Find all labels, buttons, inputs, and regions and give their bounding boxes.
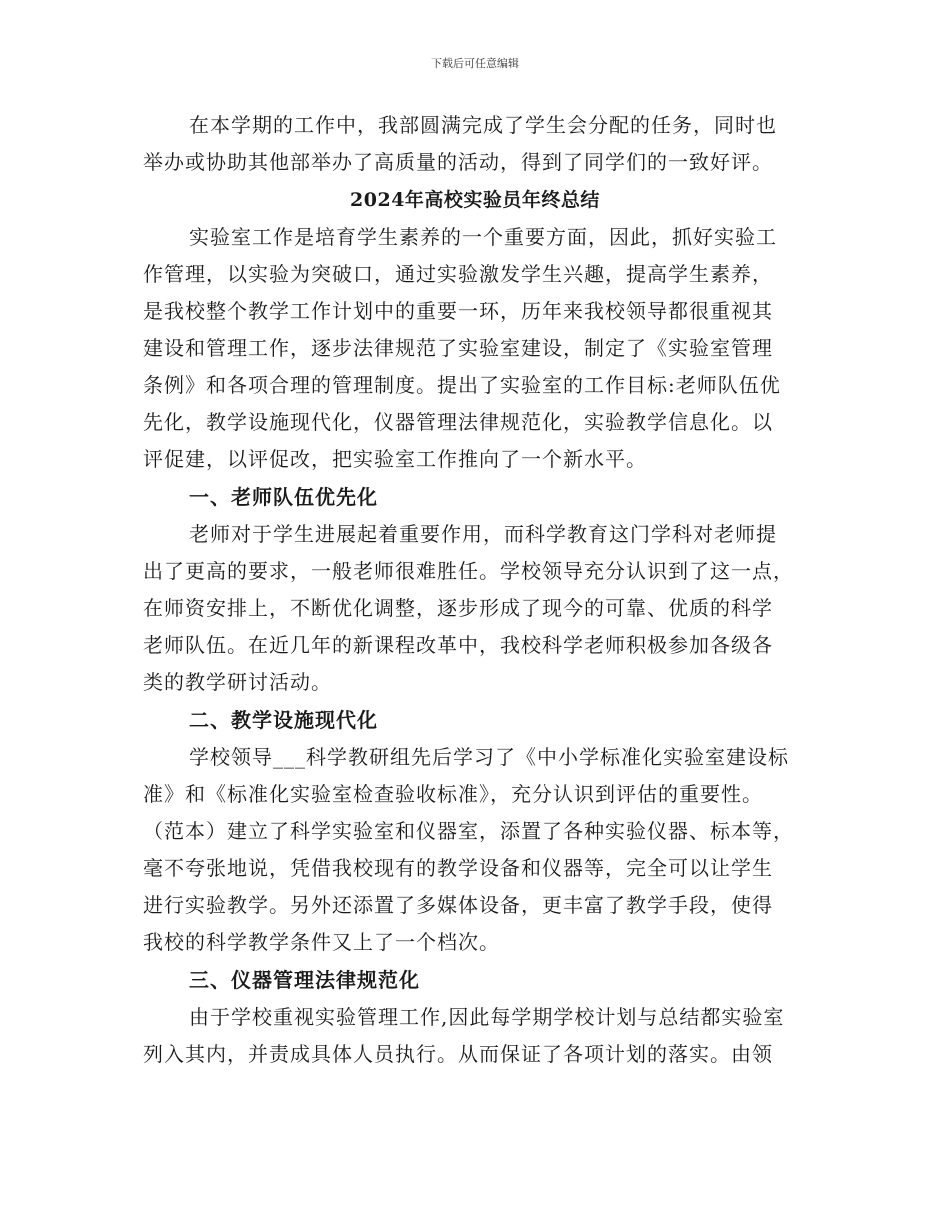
text-line: 毫不夸张地说，凭借我校现有的教学设备和仪器等，完全可以让学生 (143, 856, 773, 880)
text-line: 条例》和各项合理的管理制度。提出了实验室的工作目标:老师队伍优 (143, 373, 781, 397)
document-body (143, 107, 807, 1073)
text-line: 我校的科学教学条件又上了一个档次。 (143, 930, 500, 954)
body-paragraph (143, 739, 807, 961)
text-line: 作管理，以实验为突破口，通过实验激发学生兴趣，提高学生素养， (143, 262, 773, 286)
text-line: 在师资安排上，不断优化调整，逐步形成了现今的可靠、优质的科学 (143, 596, 773, 620)
text-line: 实验室工作是培育学生素养的一个重要方面，因此，抓好实验工 (189, 225, 777, 249)
intro-paragraph (143, 107, 807, 181)
text-line: 先化，教学设施现代化，仪器管理法律规范化，实验教学信息化。以 (143, 410, 773, 434)
text-line: 评促建，以评促改，把实验室工作推向了一个新水平。 (143, 447, 647, 471)
section-heading: 三、仪器管理法律规范化 (189, 968, 420, 992)
section-heading: 一、老师队伍优先化 (189, 485, 378, 509)
body-paragraph (143, 999, 807, 1073)
body-paragraph (143, 219, 807, 478)
document-title: 2024年高校实验员年终总结 (350, 189, 600, 211)
page-header: 下载后可任意编辑 (431, 57, 519, 70)
text-line: 老师队伍。在近几年的新课程改革中，我校科学老师积极参加各级各 (143, 633, 773, 657)
text-line: （范本）建立了科学实验室和仪器室，添置了各种实验仪器、标本等， (143, 819, 794, 843)
section-heading: 二、教学设施现代化 (189, 708, 378, 732)
body-paragraph (143, 516, 807, 701)
text-line: 学校领导___科学教研组先后学习了《中小学标准化实验室建设标 (189, 745, 789, 769)
text-line: 出了更高的要求，一般老师很难胜任。学校领导充分认识到了这一点， (143, 559, 794, 583)
text-line: 类的教学研讨活动。 (143, 670, 332, 694)
text-line: 列入其内，并责成具体人员执行。从而保证了各项计划的落实。由领 (143, 1042, 773, 1066)
text-line: 是我校整个教学工作计划中的重要一环，历年来我校领导都很重视其 (143, 299, 773, 323)
text-line: 建设和管理工作，逐步法律规范了实验室建设，制定了《实验室管理 (143, 336, 773, 360)
text-line: 老师对于学生进展起着重要作用，而科学教育这门学科对老师提 (189, 522, 777, 546)
text-line: 准》和《标准化实验室检查验收标准》，充分认识到评估的重要性。 (143, 782, 763, 806)
text-line: 在本学期的工作中，我部圆满完成了学生会分配的任务，同时也 (189, 113, 777, 137)
text-line: 由于学校重视实验管理工作,因此每学期学校计划与总结都实验室 (189, 1005, 785, 1029)
text-line: 举办或协助其他部举办了高质量的活动，得到了同学们的一致好评。 (143, 150, 773, 174)
text-line: 进行实验教学。另外还添置了多媒体设备，更丰富了教学手段，使得 (143, 893, 773, 917)
